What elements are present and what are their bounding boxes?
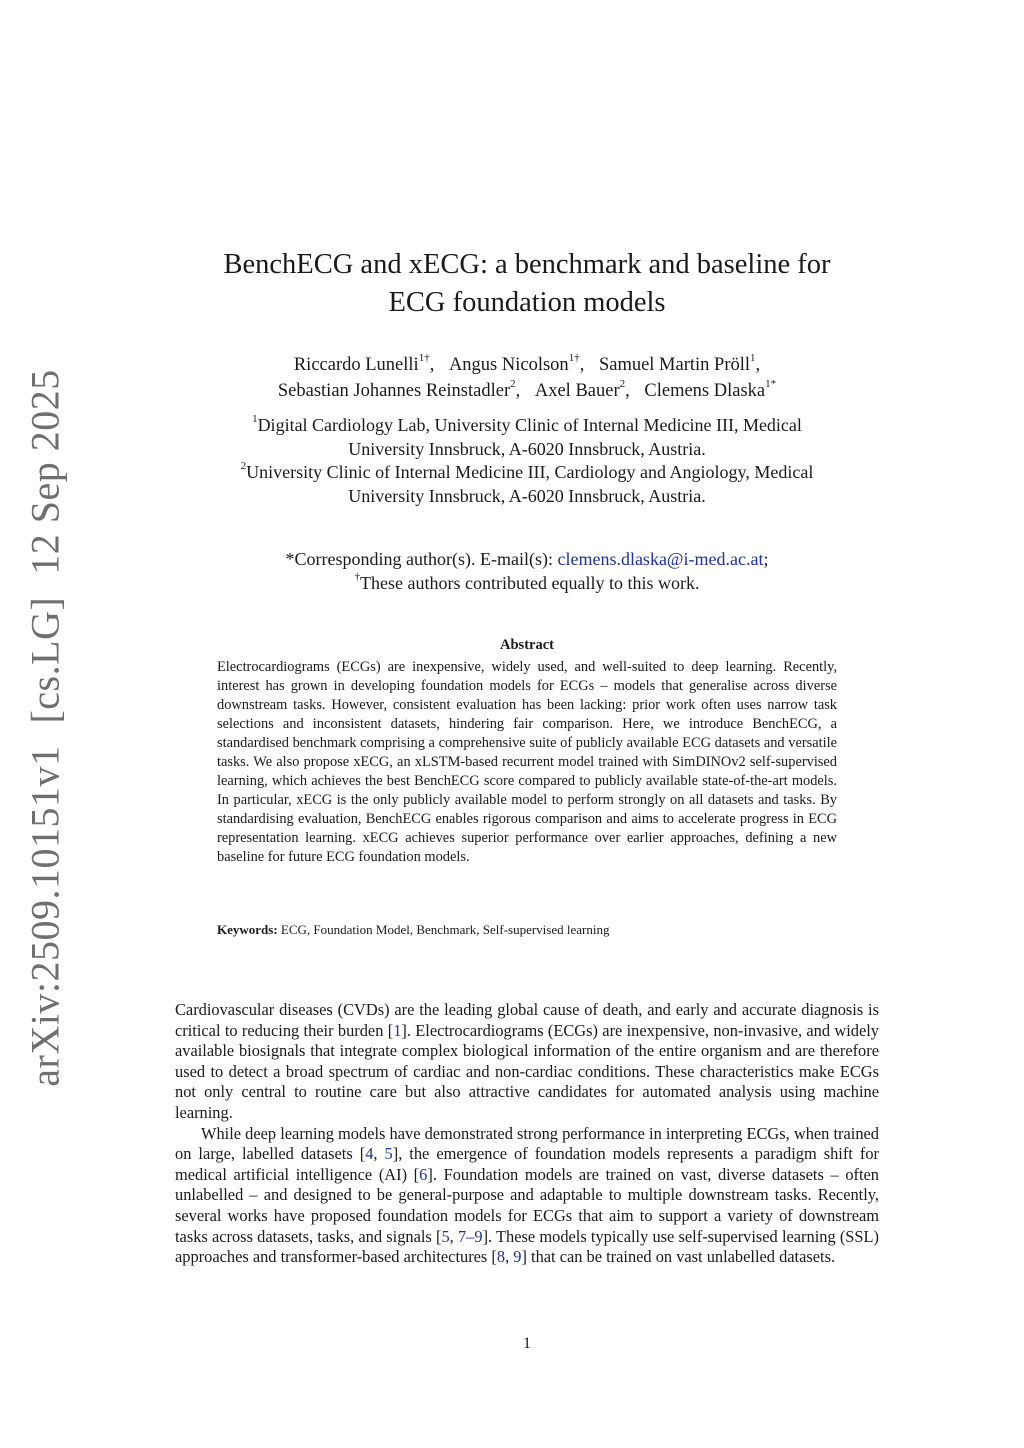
title-line-2: ECG foundation models: [388, 287, 666, 318]
author: Clemens Dlaska$^{1*}$: [644, 377, 777, 401]
citation-link[interactable]: 7–9: [457, 1226, 483, 1246]
author-list: [150, 352, 904, 404]
affiliations: [150, 414, 904, 508]
author-line-1: [150, 352, 904, 378]
citation-link[interactable]: 5: [441, 1226, 450, 1246]
abstract-text: Electrocardiograms (ECGs) are inexpensive, widely used, and well-suited to deep learning. Recently, interest has grown in developing foundation models for ECGs – models that generalise across diverse downstream tasks. However, consistent evaluation has been lacking: prior work often uses narrow task selections and inconsistent datasets, hindering fair comparison. Here, we introduce BenchECG, a standardised benchmark comprising a comprehensive suite of publicly available ECG datasets and versatile tasks. We also propose xECG, an xLSTM-based recurrent model trained with SimDINOv2 self-supervised learning, which achieves the best BenchECG score compared to publicly available state-of-the-art models. In particular, xECG is the only publicly available model to perform strongly on all datasets and tasks. By standardising evaluation, BenchECG enables rigorous comparison and aims to accelerate progress in ECG representation learning. xECG achieves superior performance over earlier approaches, defining a new baseline for future ECG foundation models.: [217, 659, 837, 865]
author: Samuel Martin Pröll$^1$,: [598, 351, 761, 375]
keywords-label: Keywords:: [217, 922, 278, 937]
citation-link[interactable]: 1: [393, 1020, 402, 1040]
email-link[interactable]: clemens.dlaska@i-med.ac.at: [557, 549, 764, 569]
author-line-2: [150, 378, 904, 404]
author: Sebastian Johannes Reinstadler$^2$,: [277, 377, 521, 401]
keywords-text: ECG, Foundation Model, Benchmark, Self-supervised learning: [280, 922, 610, 937]
equal-contribution-note: †These authors contributed equally to this work.: [354, 571, 700, 593]
paper-title: [150, 246, 904, 322]
arxiv-category: [cs.LG]: [22, 596, 68, 724]
author: Axel Bauer$^2$,: [534, 377, 630, 401]
paragraph: Cardiovascular diseases (CVDs) are the leading global cause of death, and early and accurate diagnosis is critical to reducing their burden [1]. Electrocardiograms (ECGs) are inexpensive, non-invasive, and widely available biosignals that integrate complex biological information of the entire organism and are therefore used to detect a broad spectrum of cardiac and non-cardiac conditions. These characteristics make ECGs not only central to routine care but also attractive candidates for automated analysis using machine learning.: [175, 1000, 879, 1122]
citation-link[interactable]: 5: [384, 1144, 393, 1164]
author: Angus Nicolson$^{1\dagger}$,: [448, 351, 585, 375]
arxiv-date: 12 Sep 2025: [22, 369, 68, 575]
page-number: 1: [523, 1335, 531, 1352]
body-text: [175, 1000, 879, 1268]
correspondence: *Corresponding author(s). E-mail(s): clemens.dlaska@i-med.ac.at; †These authors contributed equally to this work.: [150, 547, 904, 595]
abstract-heading: Abstract: [500, 637, 554, 653]
citation-link[interactable]: 4: [365, 1144, 374, 1164]
citation-link[interactable]: 6: [419, 1164, 428, 1184]
paragraph: While deep learning models have demonstrated strong performance in interpreting ECGs, when trained on large, labelled datasets [4, 5], the emergence of foundation models represents a paradigm shift for medical artificial intelligence (AI) [6]. Foundation models are trained on vast, diverse datasets – often unlabelled – and designed to be general-purpose and adaptable to multiple downstream tasks. Recently, several works have proposed foundation models for ECGs that aim to support a variety of downstream tasks across datasets, tasks, and signals [5, 7–9]. These models typically use self-supervised learning (SSL) approaches and transformer-based architectures [8, 9] that can be trained on vast unlabelled datasets.: [175, 1123, 880, 1267]
title-line-1: BenchECG and xECG: a benchmark and baseline for: [223, 249, 831, 280]
citation-link[interactable]: 9: [513, 1247, 522, 1267]
author: Riccardo Lunelli$^{1\dagger}$,: [293, 351, 435, 375]
citation-link[interactable]: 8: [496, 1247, 506, 1267]
affiliation: $^2$University Clinic of Internal Medicine III, Cardiology and Angiology, Medical University Innsbruck, A-6020 Innsbruck, Austria.: [240, 460, 814, 506]
keywords: [217, 921, 837, 939]
affiliation: $^1$Digital Cardiology Lab, University Clinic of Internal Medicine III, Medical University Innsbruck, A-6020 Innsbruck, Austria.: [252, 413, 802, 459]
arxiv-id: arXiv:2509.10151v1: [22, 745, 68, 1087]
